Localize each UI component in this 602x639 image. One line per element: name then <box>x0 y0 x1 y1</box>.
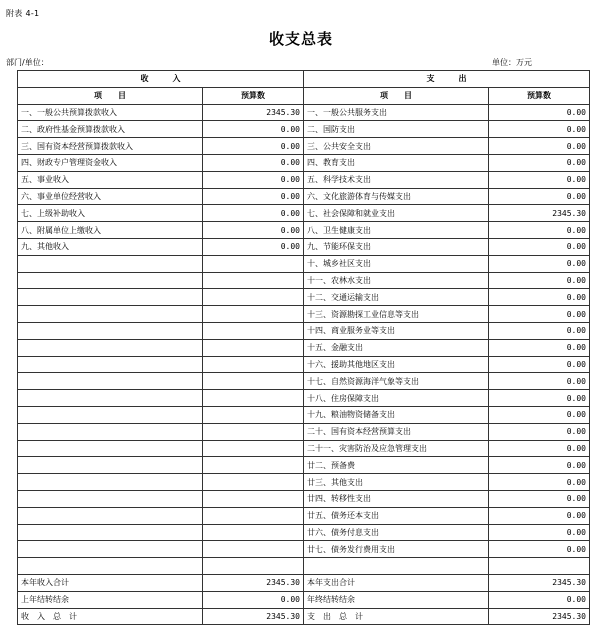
expense-item-cell: 十二、交通运输支出 <box>304 289 489 306</box>
income-amount-cell <box>203 490 304 507</box>
expense-item-cell: 十五、金融支出 <box>304 339 489 356</box>
income-item-cell <box>18 390 203 407</box>
expense-item-cell: 一、一般公共服务支出 <box>304 104 489 121</box>
income-amount-cell: 0.00 <box>203 121 304 138</box>
expense-amount-cell: 2345.30 <box>489 205 590 222</box>
table-row <box>18 390 590 407</box>
table-row <box>18 440 590 457</box>
income-amount-cell: 0.00 <box>203 138 304 155</box>
income-item-cell <box>18 306 203 323</box>
expense-item-cell: 年终结转结余 <box>304 591 489 608</box>
expense-item-cell: 廿六、债务付息支出 <box>304 524 489 541</box>
expense-amount-cell: 0.00 <box>489 289 590 306</box>
expense-item-cell: 十七、自然资源海洋气象等支出 <box>304 373 489 390</box>
income-amount-cell: 2345.30 <box>203 608 304 625</box>
expense-amount-cell: 0.00 <box>489 306 590 323</box>
expense-item-cell: 廿四、转移性支出 <box>304 490 489 507</box>
income-item-cell <box>18 541 203 558</box>
income-item-cell <box>18 524 203 541</box>
table-row <box>18 154 590 171</box>
expense-item-cell: 四、教育支出 <box>304 154 489 171</box>
expense-item-cell: 十一、农林水支出 <box>304 272 489 289</box>
total-row <box>18 591 590 608</box>
income-item-cell <box>18 490 203 507</box>
income-item-cell <box>18 423 203 440</box>
expense-item-cell: 廿七、债务发行费用支出 <box>304 541 489 558</box>
income-amount-cell: 0.00 <box>203 591 304 608</box>
income-item-cell <box>18 289 203 306</box>
expense-amount-cell: 0.00 <box>489 440 590 457</box>
expense-amount-cell: 2345.30 <box>489 608 590 625</box>
income-item-cell <box>18 457 203 474</box>
table-row <box>18 541 590 558</box>
income-item-cell: 五、事业收入 <box>18 171 203 188</box>
table-row <box>18 373 590 390</box>
table-totals <box>18 574 590 624</box>
table-row <box>18 138 590 155</box>
section-header-row <box>18 71 590 88</box>
expense-amount-cell: 0.00 <box>489 154 590 171</box>
income-item-cell <box>18 406 203 423</box>
income-amount-cell <box>203 306 304 323</box>
table-row <box>18 188 590 205</box>
expense-item-cell: 二、国防支出 <box>304 121 489 138</box>
expense-item-cell: 支 出 总 计 <box>304 608 489 625</box>
income-item-cell: 收 入 总 计 <box>18 608 203 625</box>
table-row <box>18 171 590 188</box>
table-row <box>18 272 590 289</box>
expense-item-cell: 廿二、预备费 <box>304 457 489 474</box>
income-amount-cell <box>203 339 304 356</box>
annex-label: 附表 4-1 <box>6 9 40 18</box>
income-item-cell: 一、一般公共预算拨款收入 <box>18 104 203 121</box>
income-amount-cell <box>203 322 304 339</box>
expense-item-cell: 十四、商业服务业等支出 <box>304 322 489 339</box>
income-item-cell: 本年收入合计 <box>18 574 203 591</box>
page-title: 收支总表 <box>268 30 333 48</box>
expense-amount-cell: 0.00 <box>489 104 590 121</box>
income-item-cell <box>18 356 203 373</box>
expense-amount-cell: 0.00 <box>489 339 590 356</box>
income-amount-cell: 0.00 <box>203 171 304 188</box>
income-item-cell <box>18 255 203 272</box>
table-row <box>18 558 590 575</box>
expense-item-cell: 九、节能环保支出 <box>304 238 489 255</box>
expense-amount-cell <box>489 558 590 575</box>
income-amount-cell <box>203 390 304 407</box>
table-row <box>18 423 590 440</box>
expense-item-cell: 本年支出合计 <box>304 574 489 591</box>
income-amount-cell: 0.00 <box>203 238 304 255</box>
income-amount-cell <box>203 423 304 440</box>
income-item-heading: 项 目 <box>18 87 203 104</box>
expense-item-cell: 廿五、债务还本支出 <box>304 507 489 524</box>
income-item-cell: 上年结转结余 <box>18 591 203 608</box>
department-label: 部门/单位： <box>6 58 49 67</box>
table-row <box>18 255 590 272</box>
income-item-cell: 二、政府性基金预算拨款收入 <box>18 121 203 138</box>
table-row <box>18 457 590 474</box>
expense-item-cell: 六、文化旅游体育与传媒支出 <box>304 188 489 205</box>
table-row <box>18 306 590 323</box>
income-amount-cell <box>203 541 304 558</box>
income-item-cell <box>18 474 203 491</box>
expense-item-cell: 七、社会保障和就业支出 <box>304 205 489 222</box>
expense-amount-cell: 0.00 <box>489 457 590 474</box>
income-item-cell <box>18 440 203 457</box>
income-amount-cell <box>203 524 304 541</box>
table-row <box>18 104 590 121</box>
income-amount-cell <box>203 440 304 457</box>
income-amount-cell <box>203 272 304 289</box>
table-row <box>18 356 590 373</box>
total-row <box>18 574 590 591</box>
income-budget-heading: 预算数 <box>203 87 304 104</box>
expense-item-cell: 十六、援助其他地区支出 <box>304 356 489 373</box>
expense-item-cell: 廿三、其他支出 <box>304 474 489 491</box>
expense-amount-cell: 0.00 <box>489 238 590 255</box>
expense-item-cell: 五、科学技术支出 <box>304 171 489 188</box>
table-row <box>18 490 590 507</box>
income-item-cell <box>18 507 203 524</box>
expense-amount-cell: 0.00 <box>489 490 590 507</box>
income-item-cell: 九、其他收入 <box>18 238 203 255</box>
expense-item-cell: 十三、资源勘探工业信息等支出 <box>304 306 489 323</box>
expense-amount-cell: 0.00 <box>489 322 590 339</box>
income-amount-cell <box>203 289 304 306</box>
income-amount-cell <box>203 457 304 474</box>
expense-amount-cell: 0.00 <box>489 423 590 440</box>
income-item-cell: 四、财政专户管理资金收入 <box>18 154 203 171</box>
table-row <box>18 507 590 524</box>
expense-amount-cell: 0.00 <box>489 171 590 188</box>
table-row <box>18 238 590 255</box>
income-amount-cell: 0.00 <box>203 154 304 171</box>
expense-item-cell: 十、城乡社区支出 <box>304 255 489 272</box>
expense-amount-cell: 0.00 <box>489 474 590 491</box>
table-row <box>18 524 590 541</box>
total-row <box>18 608 590 625</box>
income-item-cell: 八、附属单位上缴收入 <box>18 222 203 239</box>
expense-item-cell: 三、公共安全支出 <box>304 138 489 155</box>
table-row <box>18 205 590 222</box>
expense-amount-cell: 0.00 <box>489 373 590 390</box>
table-row <box>18 322 590 339</box>
table-body <box>18 104 590 574</box>
income-amount-cell: 0.00 <box>203 188 304 205</box>
income-item-cell <box>18 558 203 575</box>
income-amount-cell <box>203 255 304 272</box>
expense-item-heading: 项 目 <box>304 87 489 104</box>
table-row <box>18 474 590 491</box>
unit-label: 单位：万元 <box>492 58 532 67</box>
expense-amount-cell: 0.00 <box>489 138 590 155</box>
table-row <box>18 406 590 423</box>
table-row <box>18 222 590 239</box>
income-amount-cell: 2345.30 <box>203 104 304 121</box>
expense-amount-cell: 0.00 <box>489 188 590 205</box>
table-row <box>18 339 590 356</box>
expense-item-cell: 八、卫生健康支出 <box>304 222 489 239</box>
income-heading: 收 入 <box>18 71 304 88</box>
expense-amount-cell: 0.00 <box>489 524 590 541</box>
expense-amount-cell: 0.00 <box>489 507 590 524</box>
expense-budget-heading: 预算数 <box>489 87 590 104</box>
expense-item-cell: 二十、国有资本经营预算支出 <box>304 423 489 440</box>
expense-amount-cell: 0.00 <box>489 222 590 239</box>
column-header-row <box>18 87 590 104</box>
expense-item-cell: 十九、粮油物资储备支出 <box>304 406 489 423</box>
income-item-cell: 七、上级补助收入 <box>18 205 203 222</box>
income-amount-cell <box>203 356 304 373</box>
income-item-cell <box>18 373 203 390</box>
expense-item-cell: 二十一、灾害防治及应急管理支出 <box>304 440 489 457</box>
income-amount-cell <box>203 558 304 575</box>
income-item-cell: 六、事业单位经营收入 <box>18 188 203 205</box>
expense-item-cell <box>304 558 489 575</box>
expense-amount-cell: 0.00 <box>489 390 590 407</box>
income-item-cell <box>18 272 203 289</box>
expense-amount-cell: 0.00 <box>489 255 590 272</box>
income-amount-cell <box>203 474 304 491</box>
table-row <box>18 121 590 138</box>
income-amount-cell <box>203 373 304 390</box>
income-item-cell <box>18 339 203 356</box>
income-amount-cell: 2345.30 <box>203 574 304 591</box>
income-item-cell <box>18 322 203 339</box>
income-amount-cell <box>203 507 304 524</box>
income-amount-cell: 0.00 <box>203 222 304 239</box>
expense-amount-cell: 2345.30 <box>489 574 590 591</box>
expense-heading: 支 出 <box>304 71 590 88</box>
expense-amount-cell: 0.00 <box>489 541 590 558</box>
table-row <box>18 289 590 306</box>
expense-amount-cell: 0.00 <box>489 406 590 423</box>
revenue-expenditure-table <box>17 70 590 625</box>
income-item-cell: 三、国有资本经营预算拨款收入 <box>18 138 203 155</box>
expense-amount-cell: 0.00 <box>489 272 590 289</box>
expense-amount-cell: 0.00 <box>489 356 590 373</box>
income-amount-cell <box>203 406 304 423</box>
expense-amount-cell: 0.00 <box>489 121 590 138</box>
income-amount-cell: 0.00 <box>203 205 304 222</box>
expense-item-cell: 十八、住房保障支出 <box>304 390 489 407</box>
expense-amount-cell: 0.00 <box>489 591 590 608</box>
